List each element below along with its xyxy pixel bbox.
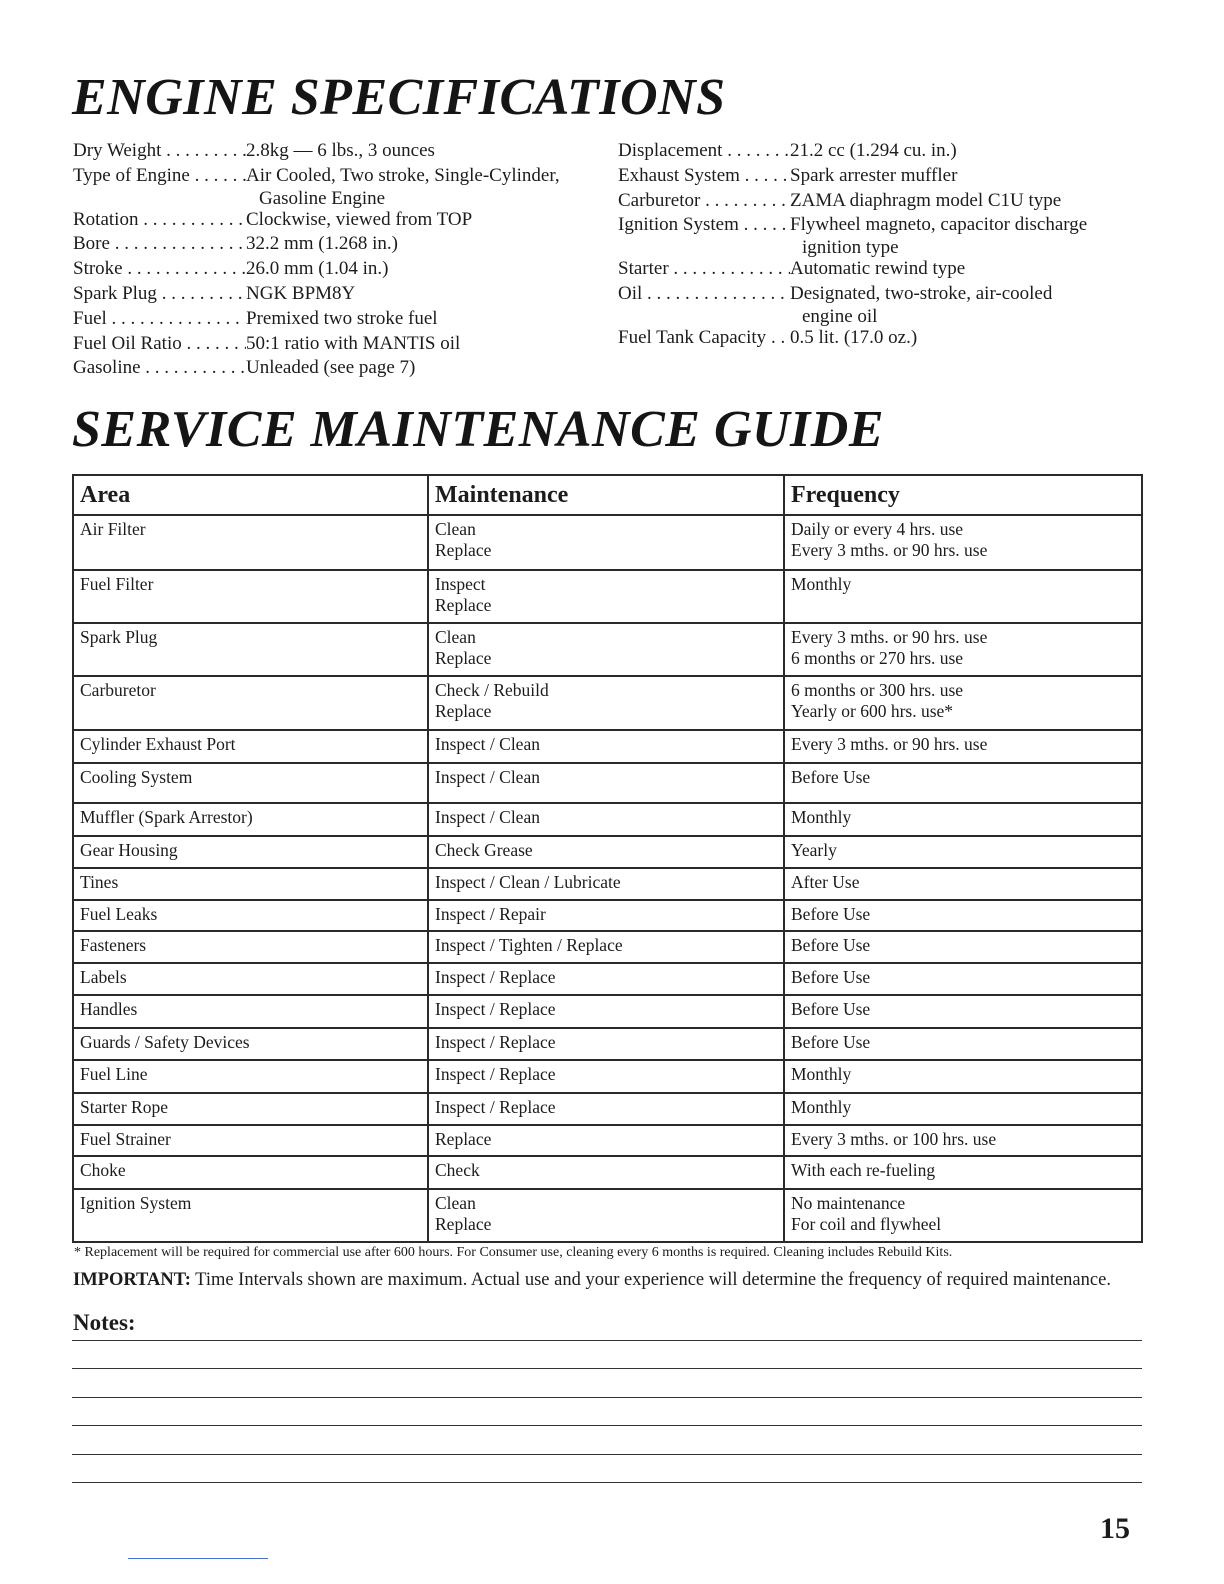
spec-label: Rotation . . . [73, 208, 246, 233]
frequency-line: Every 3 mths. or 90 hrs. use [791, 539, 988, 560]
maintenance-cell [428, 868, 784, 900]
spec-label-wrap [73, 164, 246, 208]
maintenance-cell [428, 1189, 784, 1242]
maintenance-line: Inspect / Repair [435, 904, 546, 924]
spec-label-wrap [73, 208, 246, 233]
frequency-cell [784, 1125, 1142, 1156]
frequency-line: Every 3 mths. or 90 hrs. use [791, 627, 988, 647]
spec-label: Fuel . . . [73, 307, 246, 332]
frequency-line: Before Use [791, 935, 871, 955]
frequency-cell [784, 730, 1142, 763]
maintenance-cell [428, 515, 784, 570]
frequency-line: Before Use [791, 904, 871, 924]
frequency-line: 6 months or 300 hrs. use [791, 680, 964, 700]
spec-row [618, 139, 1158, 164]
area-cell: Carburetor [73, 676, 428, 730]
spec-label: Spark Plug . . . [73, 282, 246, 307]
spec-label-wrap [73, 139, 246, 164]
frequency-cell [784, 803, 1142, 836]
notes-line [72, 1454, 1142, 1455]
table-row [73, 995, 1142, 1028]
spec-row [618, 213, 1158, 257]
maintenance-line: Inspect / Clean [435, 807, 540, 827]
maintenance-cell [428, 1156, 784, 1189]
spec-value: Premixed two stroke fuel [246, 307, 438, 329]
spec-value-wrap [246, 332, 460, 357]
frequency-line: With each re-fueling [791, 1160, 936, 1180]
important-text: Time Intervals shown are maximum. Actual use and your experience will determine the frequency of required maintenance. [190, 1270, 1111, 1290]
spec-row [618, 326, 1158, 351]
area-cell: Gear Housing [73, 836, 428, 868]
spec-value: Air Cooled, Two stroke, Single-Cylinder, [246, 164, 560, 186]
spec-label-wrap [618, 164, 790, 189]
spec-row [618, 282, 1158, 326]
maintenance-cell [428, 931, 784, 963]
maintenance-cell [428, 730, 784, 763]
area-cell: Muffler (Spark Arrestor) [73, 803, 428, 836]
area-cell: Cylinder Exhaust Port [73, 730, 428, 763]
table-row [73, 730, 1142, 763]
maintenance-cell [428, 570, 784, 623]
spec-label: Fuel Oil Ratio . . . [73, 332, 246, 357]
table-row [73, 1125, 1142, 1156]
spec-value-continued: engine oil [802, 305, 878, 327]
spec-value-wrap [246, 257, 389, 282]
spec-value: Clockwise, viewed from TOP [246, 208, 473, 230]
maintenance-cell [428, 836, 784, 868]
spec-label: Starter . . . [618, 257, 790, 282]
maintenance-line: Clean [435, 627, 476, 647]
link-underline [128, 1558, 268, 1559]
spec-value-wrap [246, 164, 560, 208]
area-cell: Choke [73, 1156, 428, 1189]
maintenance-cell [428, 995, 784, 1028]
maintenance-line: Clean [435, 519, 476, 539]
frequency-cell [784, 1028, 1142, 1060]
frequency-cell [784, 623, 1142, 676]
frequency-line: For coil and flywheel [791, 1213, 942, 1234]
engine-specs-left-column [73, 139, 603, 381]
page-number: 15 [1100, 1512, 1130, 1545]
area-cell: Labels [73, 963, 428, 995]
frequency-line: Monthly [791, 1064, 852, 1084]
area-cell: Handles [73, 995, 428, 1028]
maintenance-line: Check / Rebuild [435, 680, 549, 700]
maintenance-line: Replace [435, 700, 492, 721]
table-row [73, 623, 1142, 676]
header-maintenance: Maintenance [428, 475, 784, 515]
spec-value-wrap [790, 257, 965, 282]
frequency-line: Monthly [791, 574, 852, 594]
spec-value: Spark arrester muffler [790, 164, 958, 186]
spec-label-wrap [73, 232, 246, 257]
spec-value-wrap [246, 208, 472, 233]
table-row [73, 515, 1142, 570]
frequency-cell [784, 570, 1142, 623]
frequency-line: 6 months or 270 hrs. use [791, 647, 964, 668]
spec-label-wrap [73, 356, 246, 381]
spec-row [73, 282, 603, 307]
maintenance-line: Inspect / Replace [435, 967, 556, 987]
spec-label: Exhaust System . . . [618, 164, 790, 189]
table-row [73, 900, 1142, 931]
maintenance-cell [428, 1093, 784, 1125]
spec-label: Stroke . . . [73, 257, 246, 282]
spec-value-wrap [790, 326, 917, 351]
spec-label: Oil . . . [618, 282, 790, 307]
area-cell: Guards / Safety Devices [73, 1028, 428, 1060]
table-row [73, 868, 1142, 900]
table-row [73, 1189, 1142, 1242]
notes-title: Notes: [73, 1310, 136, 1335]
spec-label-wrap [618, 139, 790, 164]
spec-label: Displacement . . . [618, 139, 790, 164]
spec-value-wrap [246, 232, 398, 257]
spec-value-wrap [790, 139, 957, 164]
area-cell: Spark Plug [73, 623, 428, 676]
maintenance-line: Inspect / Clean / Lubricate [435, 872, 621, 892]
spec-value-wrap [790, 213, 1087, 257]
notes-line [72, 1482, 1142, 1483]
table-row [73, 1060, 1142, 1093]
frequency-cell [784, 1060, 1142, 1093]
spec-value: 50:1 ratio with MANTIS oil [246, 332, 461, 354]
spec-row [618, 257, 1158, 282]
table-row [73, 1028, 1142, 1060]
important-label: IMPORTANT: [73, 1270, 191, 1290]
frequency-line: Monthly [791, 1097, 852, 1117]
spec-label: Ignition System . . . [618, 213, 790, 238]
spec-value: 21.2 cc (1.294 cu. in.) [790, 140, 957, 161]
table-row [73, 803, 1142, 836]
spec-value: 2.8kg — 6 lbs., 3 ounces [246, 140, 435, 161]
spec-row [73, 332, 603, 357]
maintenance-cell [428, 803, 784, 836]
maintenance-line: Inspect / Clean [435, 767, 540, 787]
header-frequency: Frequency [784, 475, 1142, 515]
spec-row [73, 164, 603, 208]
frequency-line: After Use [791, 872, 860, 892]
maintenance-line: Inspect / Tighten / Replace [435, 935, 623, 955]
maintenance-cell [428, 623, 784, 676]
maintenance-line: Check Grease [435, 840, 533, 860]
frequency-cell [784, 515, 1142, 570]
maintenance-line: Replace [435, 647, 492, 668]
maintenance-line: Inspect / Replace [435, 1097, 556, 1117]
spec-value-wrap [790, 282, 1052, 326]
frequency-cell [784, 900, 1142, 931]
area-cell: Ignition System [73, 1189, 428, 1242]
frequency-cell [784, 1156, 1142, 1189]
table-row [73, 763, 1142, 803]
spec-label-wrap [618, 282, 790, 326]
maintenance-cell [428, 1125, 784, 1156]
spec-row [73, 257, 603, 282]
notes-line [72, 1425, 1142, 1426]
service-maintenance-guide-title: SERVICE MAINTENANCE GUIDE [72, 401, 885, 458]
frequency-cell [784, 836, 1142, 868]
spec-value-continued: ignition type [802, 237, 899, 259]
area-cell: Tines [73, 868, 428, 900]
maintenance-line: Inspect / Replace [435, 999, 556, 1019]
frequency-cell [784, 931, 1142, 963]
frequency-line: Before Use [791, 999, 871, 1019]
maintenance-line: Inspect / Replace [435, 1032, 556, 1052]
area-cell: Fuel Line [73, 1060, 428, 1093]
spec-label: Dry Weight . . . [73, 139, 246, 164]
spec-value: Automatic rewind type [790, 258, 966, 280]
frequency-cell [784, 1189, 1142, 1242]
frequency-line: No maintenance [791, 1193, 906, 1213]
area-cell: Starter Rope [73, 1093, 428, 1125]
spec-row [618, 189, 1158, 214]
spec-value: Unleaded (see page 7) [246, 357, 416, 379]
header-area: Area [73, 475, 428, 515]
spec-label-wrap [73, 257, 246, 282]
spec-value-wrap [246, 356, 415, 381]
spec-value-continued: Gasoline Engine [259, 187, 386, 209]
spec-row [73, 307, 603, 332]
spec-value-wrap [246, 307, 438, 332]
frequency-line: Before Use [791, 967, 871, 987]
engine-specs-right-column [618, 139, 1158, 351]
spec-value: Designated, two-stroke, air-cooled [790, 282, 1053, 304]
spec-label: Fuel Tank Capacity . . . [618, 326, 790, 351]
table-row [73, 963, 1142, 995]
spec-row [73, 208, 603, 233]
table-row [73, 570, 1142, 623]
footnote: * Replacement will be required for commercial use after 600 hours. For Consumer use, cleaning every 6 months is required. Cleaning includes Rebuild Kits. [74, 1245, 953, 1260]
frequency-line: Every 3 mths. or 90 hrs. use [791, 734, 988, 754]
spec-label-wrap [73, 332, 246, 357]
frequency-line: Yearly or 600 hrs. use* [791, 700, 954, 721]
maintenance-cell [428, 1028, 784, 1060]
spec-value: Flywheel magneto, capacitor discharge [790, 214, 1088, 236]
maintenance-cell [428, 676, 784, 730]
maintenance-table [72, 474, 1143, 1243]
spec-row [73, 356, 603, 381]
maintenance-line: Inspect / Replace [435, 1064, 556, 1084]
spec-row [73, 139, 603, 164]
spec-label-wrap [73, 307, 246, 332]
area-cell: Fasteners [73, 931, 428, 963]
spec-value: NGK BPM8Y [246, 282, 356, 304]
maintenance-line: Inspect / Clean [435, 734, 540, 754]
maintenance-cell [428, 1060, 784, 1093]
important-note [73, 1270, 1153, 1291]
spec-label-wrap [618, 189, 790, 214]
maintenance-line: Replace [435, 1213, 492, 1234]
notes-line [72, 1368, 1142, 1369]
spec-label-wrap [618, 326, 790, 351]
area-cell: Air Filter [73, 515, 428, 570]
table-row [73, 931, 1142, 963]
spec-value: ZAMA diaphragm model C1U type [790, 189, 1062, 211]
spec-value-wrap [246, 282, 355, 307]
maintenance-cell [428, 963, 784, 995]
frequency-line: Before Use [791, 1032, 871, 1052]
notes-line [72, 1340, 1142, 1341]
frequency-cell [784, 963, 1142, 995]
area-cell: Fuel Leaks [73, 900, 428, 931]
frequency-cell [784, 1093, 1142, 1125]
frequency-cell [784, 995, 1142, 1028]
maintenance-cell [428, 763, 784, 803]
maintenance-line: Replace [435, 594, 492, 615]
spec-value-wrap [790, 164, 957, 189]
frequency-line: Every 3 mths. or 100 hrs. use [791, 1129, 997, 1149]
frequency-cell [784, 676, 1142, 730]
spec-value: 0.5 lit. (17.0 oz.) [790, 326, 918, 348]
table-row [73, 1093, 1142, 1125]
area-cell: Cooling System [73, 763, 428, 803]
spec-value: 26.0 mm (1.04 in.) [246, 258, 389, 280]
maintenance-line: Clean [435, 1193, 476, 1213]
spec-value-wrap [790, 189, 1061, 214]
spec-label: Type of Engine . . . [73, 164, 246, 189]
table-row [73, 1156, 1142, 1189]
spec-label: Carburetor . . . [618, 189, 790, 214]
maintenance-line: Check [435, 1160, 480, 1180]
frequency-cell [784, 868, 1142, 900]
spec-label-wrap [618, 213, 790, 257]
spec-label: Gasoline . . . [73, 356, 246, 381]
frequency-line: Daily or every 4 hrs. use [791, 519, 964, 539]
table-row [73, 676, 1142, 730]
spec-label: Bore . . . [73, 232, 246, 257]
spec-value: 32.2 mm (1.268 in.) [246, 233, 398, 255]
maintenance-line: Inspect [435, 574, 486, 594]
table-row [73, 836, 1142, 868]
engine-specifications-title: ENGINE SPECIFICATIONS [72, 69, 726, 126]
frequency-line: Before Use [791, 767, 871, 787]
spec-label-wrap [73, 282, 246, 307]
frequency-line: Yearly [791, 840, 837, 860]
maintenance-line: Replace [435, 1129, 492, 1149]
spec-row [618, 164, 1158, 189]
frequency-line: Monthly [791, 807, 852, 827]
maintenance-cell [428, 900, 784, 931]
notes-line [72, 1397, 1142, 1398]
frequency-cell [784, 763, 1142, 803]
table-header-row [73, 475, 1142, 515]
area-cell: Fuel Filter [73, 570, 428, 623]
area-cell: Fuel Strainer [73, 1125, 428, 1156]
spec-value-wrap [246, 139, 435, 164]
spec-label-wrap [618, 257, 790, 282]
maintenance-line: Replace [435, 539, 492, 560]
spec-row [73, 232, 603, 257]
